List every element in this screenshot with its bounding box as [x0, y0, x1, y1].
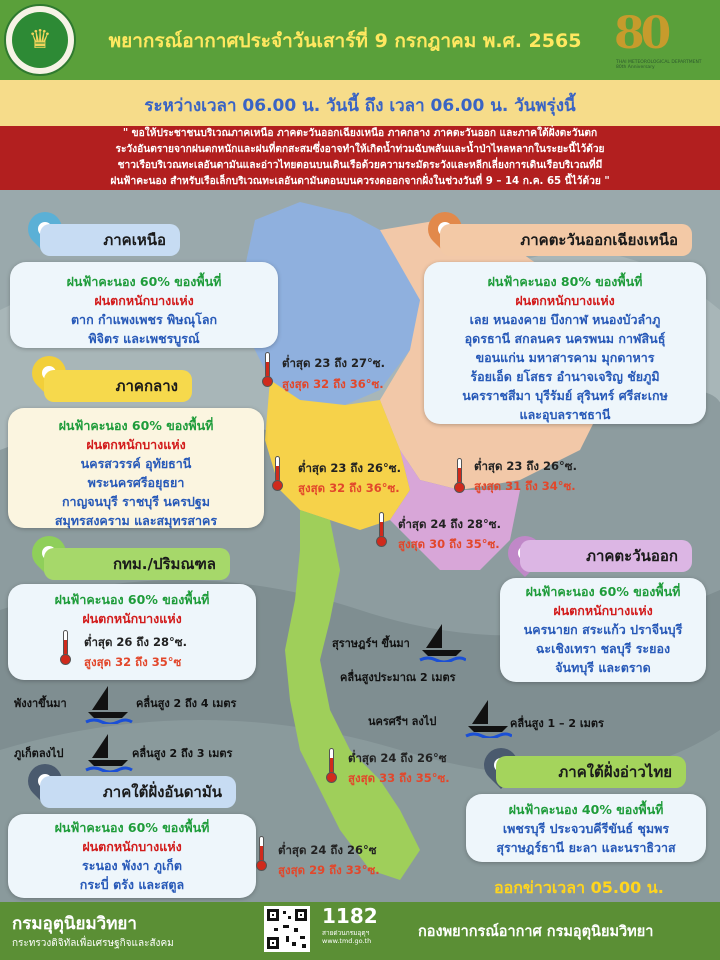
footer-division: กองพยากรณ์อากาศ กรมอุตุนิยมวิทยา — [418, 924, 654, 940]
region-name: ภาคตะวันออก — [586, 547, 678, 565]
sailboat-icon — [418, 622, 466, 662]
rain-chance: ฝนฟ้าคะนอง 60% ของพื้นที่ — [58, 418, 214, 433]
region-card-north — [10, 262, 278, 348]
region-name: กทม./ปริมณฑล — [112, 555, 216, 573]
rain-chance: ฝนฟ้าคะนอง 40% ของพื้นที่ — [508, 802, 664, 817]
region-name: ภาคใต้ฝั่งอันดามัน — [102, 783, 222, 801]
sailboat-icon — [82, 732, 134, 772]
area-list: กาญจนบุรี ราชบุรี นครปฐม — [61, 494, 211, 509]
temp-min: ต่ำสุด 24 ถึง 28°ซ. — [398, 517, 501, 531]
region-tag-northeast — [440, 224, 692, 256]
temp-max: สูงสุด 32 ถึง 36°ซ. — [298, 481, 400, 495]
area-list: พระนครศรีอยุธยา — [87, 475, 185, 490]
hotline-number: 1182 — [322, 904, 378, 928]
area-list: พิจิตร และเพชรบูรณ์ — [88, 331, 200, 346]
wave-height: คลื่นสูง 1 – 2 เมตร — [510, 717, 604, 730]
rain-chance: ฝนฟ้าคะนอง 60% ของพื้นที่ — [54, 820, 210, 835]
temp-max: สูงสุด 31 ถึง 34°ซ. — [474, 479, 576, 493]
region-tag-south-gulf — [496, 756, 686, 788]
sailboat-icon — [464, 698, 512, 738]
wave-height: คลื่นสูงประมาณ 2 เมตร — [340, 671, 456, 684]
area-list: จันทบุรี และตราด — [555, 660, 651, 675]
rain-chance: ฝนฟ้าคะนอง 60% ของพื้นที่ — [66, 274, 222, 289]
warning-line: ระวังอันตรายจากฝนตกหนักและฝนที่ตกสะสมซึ่งอาจทำให้เกิดน้ำท่วมฉับพลันและน้ำป่าไหลหลากในระยะนี้ไว้ด้วย — [115, 144, 605, 155]
anniversary-caption: THAI METEOROLOGICAL DEPARTMENT 80th Anniversary — [616, 60, 702, 70]
area-list: ฉะเชิงเทรา ชลบุรี ระยอง — [535, 641, 671, 656]
rain-chance: ฝนฟ้าคะนอง 80% ของพื้นที่ — [487, 274, 643, 289]
time-range-text: ระหว่างเวลา 06.00 น. วันนี้ ถึง เวลา 06.00 น. วันพรุ่งนี้ — [144, 96, 576, 116]
temp-min: ต่ำสุด 26 ถึง 28°ซ. — [84, 635, 187, 649]
heavy-rain-note: ฝนตกหนักบางแห่ง — [515, 293, 615, 308]
anniversary-number: 80 — [614, 8, 668, 59]
thermometer-icon — [60, 630, 70, 664]
region-card-northeast — [424, 262, 706, 424]
qr-code-icon[interactable] — [264, 906, 310, 952]
temp-min: ต่ำสุด 23 ถึง 26°ซ. — [298, 461, 401, 475]
sea-area-label: ภูเก็ตลงไป — [14, 747, 64, 760]
thermometer-icon — [262, 352, 272, 386]
region-tag-north — [40, 224, 180, 256]
temp-min: ต่ำสุด 23 ถึง 26°ซ. — [474, 459, 577, 473]
area-list: ระนอง พังงา ภูเก็ต — [82, 858, 182, 873]
area-list: สุราษฎร์ธานี ยะลา และนราธิวาส — [496, 840, 676, 855]
region-card-central — [8, 408, 264, 528]
temp-max: สูงสุด 29 ถึง 33°ซ. — [278, 863, 380, 877]
heavy-rain-note: ฝนตกหนักบางแห่ง — [82, 611, 182, 626]
temp-max: สูงสุด 32 ถึง 35°ซ — [84, 655, 182, 669]
heavy-rain-note: ฝนตกหนักบางแห่ง — [82, 839, 182, 854]
area-list: กระบี่ ตรัง และสตูล — [79, 877, 185, 892]
wave-height: คลื่นสูง 2 ถึง 4 เมตร — [136, 697, 237, 710]
thermometer-icon — [272, 456, 282, 490]
thermometer-icon — [326, 748, 336, 782]
hotline-caption: สายด่วนกรมอุตุฯ www.tmd.go.th — [322, 929, 372, 945]
footer-department: กรมอุตุนิยมวิทยา — [12, 914, 137, 934]
wave-height: คลื่นสูง 2 ถึง 3 เมตร — [132, 747, 233, 760]
tmd-logo: ♛ — [4, 4, 76, 76]
thermometer-icon — [376, 512, 386, 546]
issued-time: ออกข่าวเวลา 05.00 น. — [494, 878, 664, 897]
region-name: ภาคใต้ฝั่งอ่าวไทย — [558, 763, 672, 781]
temp-max: สูงสุด 32 ถึง 36°ซ. — [282, 377, 384, 391]
region-tag-bangkok — [44, 548, 230, 580]
thermometer-icon — [454, 458, 464, 492]
area-list: เลย หนองคาย บึงกาฬ หนองบัวลำภู — [469, 312, 661, 327]
temp-min: ต่ำสุด 23 ถึง 27°ซ. — [282, 356, 385, 370]
region-card-south-gulf — [466, 794, 706, 862]
sailboat-icon — [82, 684, 134, 724]
area-list: ร้อยเอ็ด ยโสธร อำนาจเจริญ ชัยภูมิ — [470, 369, 660, 384]
warning-line: ชาวเรือบริเวณทะเลอันดามันและอ่าวไทยตอนบนเดินเรือด้วยความระมัดระวังและหลีกเลี่ยงการเดินเรือบริเวณที่มี — [117, 160, 603, 171]
region-name: ภาคกลาง — [115, 377, 178, 395]
warning-line: ฝนฟ้าคะนอง สำหรับเรือเล็กบริเวณทะเลอันดามันตอนบนควรงดออกจากฝั่งในช่วงวันที่ 9 – 14 ก.ค. 65 นี้ไว้ด้วย " — [110, 176, 610, 187]
area-list: เพชรบุรี ประจวบคีรีขันธ์ ชุมพร — [502, 821, 670, 836]
warning-banner — [0, 126, 720, 190]
area-list: นครนายก สระแก้ว ปราจีนบุรี — [523, 622, 683, 637]
region-tag-central — [44, 370, 192, 402]
rain-chance: ฝนฟ้าคะนอง 60% ของพื้นที่ — [525, 584, 681, 599]
region-name: ภาคเหนือ — [103, 231, 166, 249]
temp-min: ต่ำสุด 24 ถึง 26°ซ — [278, 843, 377, 857]
footer-ministry: กระทรวงดิจิทัลเพื่อเศรษฐกิจและสังคม — [12, 938, 174, 949]
region-card-east — [500, 578, 706, 682]
sea-area-label: สุราษฎร์ฯ ขึ้นมา — [332, 637, 410, 650]
temp-max: สูงสุด 33 ถึง 35°ซ. — [348, 771, 450, 785]
region-tag-east — [520, 540, 692, 572]
heavy-rain-note: ฝนตกหนักบางแห่ง — [86, 437, 186, 452]
area-list: อุดรธานี สกลนคร นครพนม กาฬสินธุ์ — [464, 331, 666, 346]
heavy-rain-note: ฝนตกหนักบางแห่ง — [553, 603, 653, 618]
area-list: และอุบลราชธานี — [519, 407, 611, 422]
area-list: ตาก กำแพงเพชร พิษณุโลก — [70, 312, 218, 327]
sea-area-label: นครศรีฯ ลงไป — [368, 715, 437, 728]
heavy-rain-note: ฝนตกหนักบางแห่ง — [94, 293, 194, 308]
region-tag-south-andaman — [40, 776, 236, 808]
sea-area-label: พังงาขึ้นมา — [14, 697, 67, 710]
anniversary-logo — [600, 6, 716, 76]
region-card-south-andaman — [8, 814, 256, 898]
area-list: นครสวรรค์ อุทัยธานี — [80, 456, 192, 471]
area-list: สมุทรสงคราม และสมุทรสาคร — [54, 513, 218, 528]
rain-chance: ฝนฟ้าคะนอง 60% ของพื้นที่ — [54, 592, 210, 607]
temp-max: สูงสุด 30 ถึง 35°ซ. — [398, 537, 500, 551]
area-list: ขอนแก่น มหาสารคาม มุกดาหาร — [475, 350, 655, 365]
thermometer-icon — [256, 836, 266, 870]
temp-min: ต่ำสุด 24 ถึง 26°ซ — [348, 751, 447, 765]
warning-line: " ขอให้ประชาชนบริเวณภาคเหนือ ภาคตะวันออกเฉียงเหนือ ภาคกลาง ภาคตะวันออก และภาคใต้ฝั่งตะวันตก — [122, 128, 598, 139]
area-list: นครราชสีมา บุรีรัมย์ สุรินทร์ ศรีสะเกษ — [462, 388, 668, 403]
page-title: พยากรณ์อากาศประจำวันเสาร์ที่ 9 กรกฎาคม พ.ศ. 2565 — [108, 30, 582, 52]
region-name: ภาคตะวันออกเฉียงเหนือ — [520, 231, 678, 249]
